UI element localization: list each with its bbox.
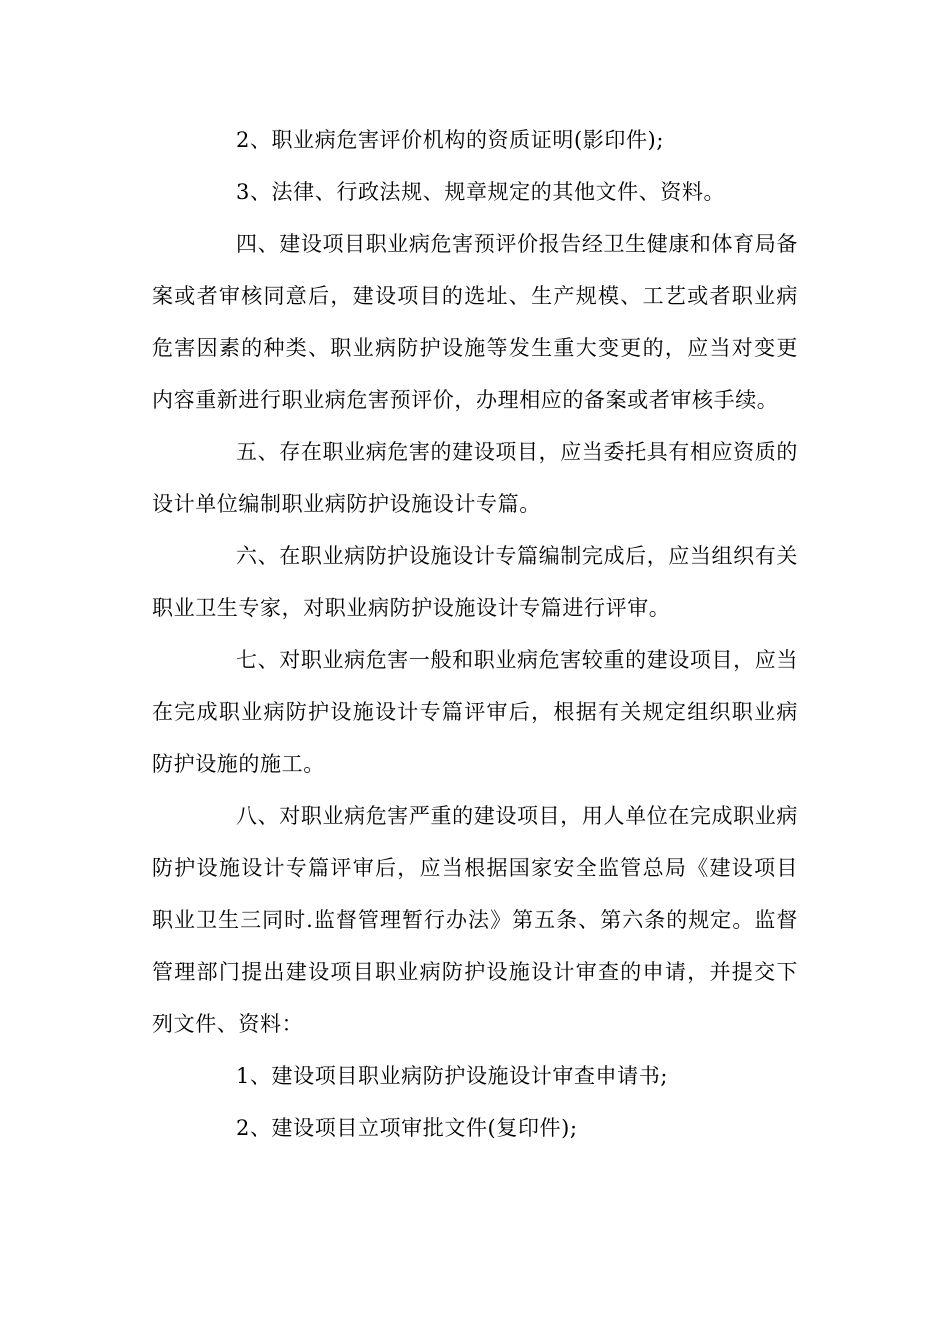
section-four-paragraph: 四、建设项目职业病危害预评价报告经卫生健康和体育局备案或者审核同意后，建设项目的选址、生产规模、工艺或者职业病危害因素的种类、职业病防护设施等发生重大变更的，应当对变更内容重新进行职业病危害预评价，办理相应的备案或者审核手续。: [152, 232, 798, 412]
list-item-qualification-certificate: 2、职业病危害评价机构的资质证明(影印件);: [236, 128, 665, 152]
document-body: [152, 114, 798, 1154]
list-item-application-form: 1、建设项目职业病防护设施设计审查申请书;: [236, 1064, 669, 1088]
list-item-approval-documents: 2、建设项目立项审批文件(复印件);: [236, 1116, 578, 1140]
section-six-paragraph: 六、在职业病防护设施设计专篇编制完成后，应当组织有关职业卫生专家，对职业病防护设施设计专篇进行评审。: [152, 544, 798, 620]
list-item-other-documents: 3、法律、行政法规、规章规定的其他文件、资料。: [236, 180, 726, 204]
section-five-paragraph: 五、存在职业病危害的建设项目，应当委托具有相应资质的设计单位编制职业病防护设施设计专篇。: [152, 440, 798, 516]
section-seven-paragraph: 七、对职业病危害一般和职业病危害较重的建设项目，应当在完成职业病防护设施设计专篇评审后，根据有关规定组织职业病防护设施的施工。: [152, 648, 798, 776]
section-eight-paragraph: 八、对职业病危害严重的建设项目，用人单位在完成职业病防护设施设计专篇评审后，应当根据国家安全监管总局《建设项目职业卫生三同时.监督管理暂行办法》第五条、第六条的规定。监督管理部门提出建设项目职业病防护设施设计审查的申请，并提交下列文件、资料：: [152, 804, 798, 1036]
